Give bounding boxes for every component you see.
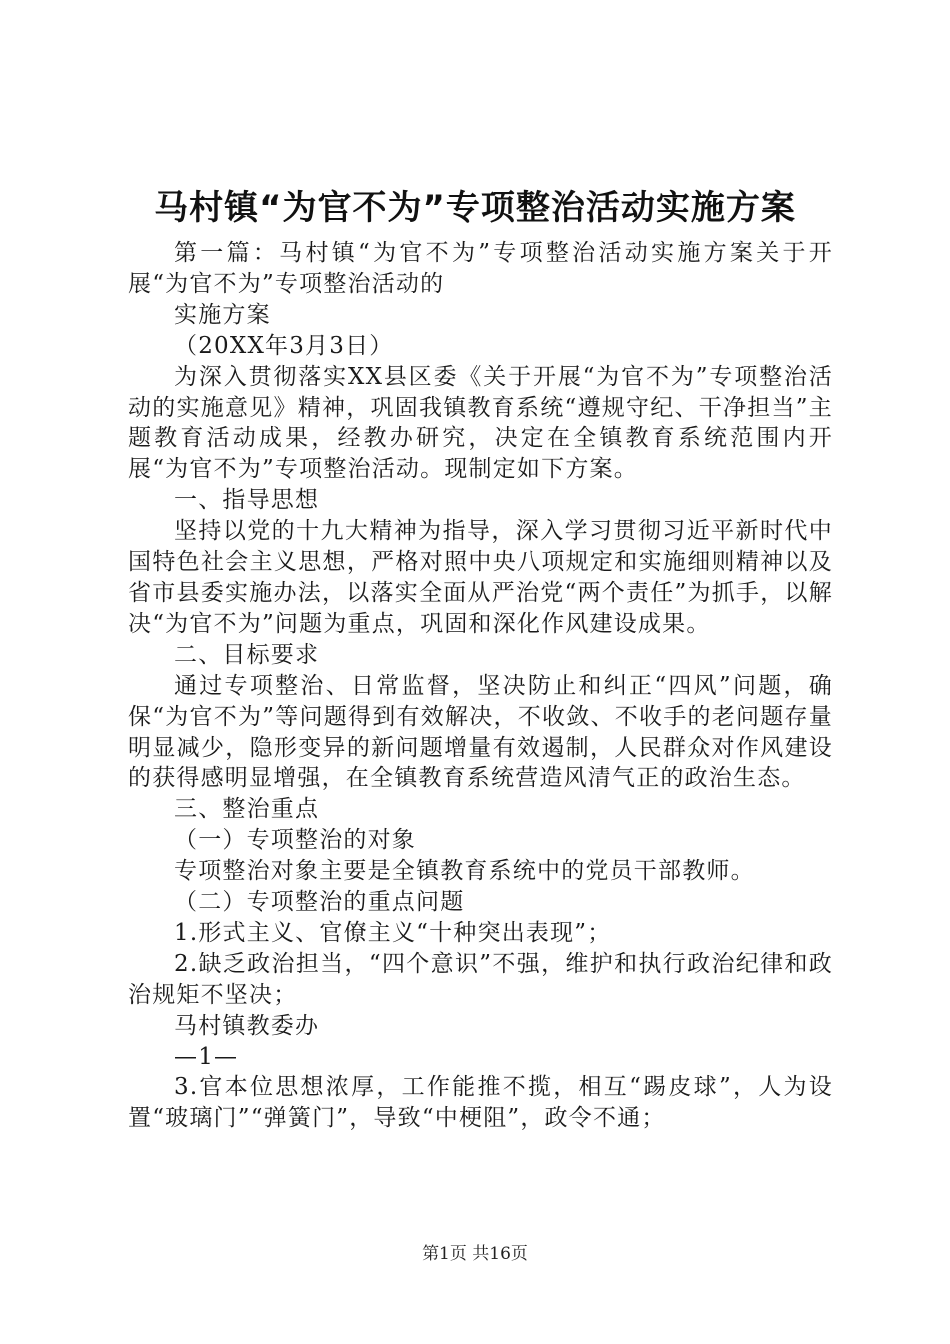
paragraph: 坚持以党的十九大精神为指导，深入学习贯彻习近平新时代中国特色社会主义思想，严格对照中央八项规定和实施细则精神以及省市县委实施办法，以落实全面从严治党“两个责任”为抓手，以解决“为官不为”问题为重点，巩固和深化作风建设成果。 xyxy=(128,518,833,637)
inner-page-number: —1— xyxy=(174,1043,239,1070)
subsection-heading: （二）专项整治的重点问题 xyxy=(174,889,465,916)
list-item: 3.官本位思想浓厚，工作能推不揽，相互“踢皮球”，人为设置“玻璃门”“弹簧门”，导致“中梗阻”，政令不通； xyxy=(128,1074,833,1132)
paragraph: 第一篇：马村镇“为官不为”专项整治活动实施方案关于开展“为官不为”专项整治活动的 xyxy=(128,240,833,297)
document-title: 马村镇“为官不为”专项整治活动实施方案 xyxy=(154,188,796,228)
paragraph: 通过专项整治、日常监督，坚决防止和纠正“四风”问题，确保“为官不为”等问题得到有效解决，不收敛、不收手的老问题存量明显减少，隐形变异的新问题增量有效遏制，人民群众对作风建设的获得感明显增强，在全镇教育系统营造风清气正的政治生态。 xyxy=(128,672,833,792)
section-heading: 一、指导思想 xyxy=(174,487,320,514)
paragraph: 专项整治对象主要是全镇教育系统中的党员干部教师。 xyxy=(174,858,755,885)
paragraph: 为深入贯彻落实XX县区委《关于开展“为官不为”专项整治活动的实施意见》精神，巩固我镇教育系统“遵规守纪、干净担当”主题教育活动成果，经教办研究，决定在全镇教育系统范围内开展“为官不为”专项整治活动。现制定如下方案。 xyxy=(128,363,833,483)
page-footer: 第1页 共16页 xyxy=(422,1244,528,1264)
issuer-line: 马村镇教委办 xyxy=(174,1012,320,1039)
subsection-heading: （一）专项整治的对象 xyxy=(174,827,416,854)
list-item: 2.缺乏政治担当，“四个意识”不强，维护和执行政治纪律和政治规矩不坚决； xyxy=(128,950,833,1008)
section-heading: 二、目标要求 xyxy=(174,641,320,668)
paragraph: （20XX年3月3日） xyxy=(174,332,394,359)
paragraph: 实施方案 xyxy=(174,301,271,328)
section-heading: 三、整治重点 xyxy=(174,796,320,823)
list-item: 1.形式主义、官僚主义“十种突出表现”； xyxy=(174,919,612,946)
document-body xyxy=(128,238,833,1134)
